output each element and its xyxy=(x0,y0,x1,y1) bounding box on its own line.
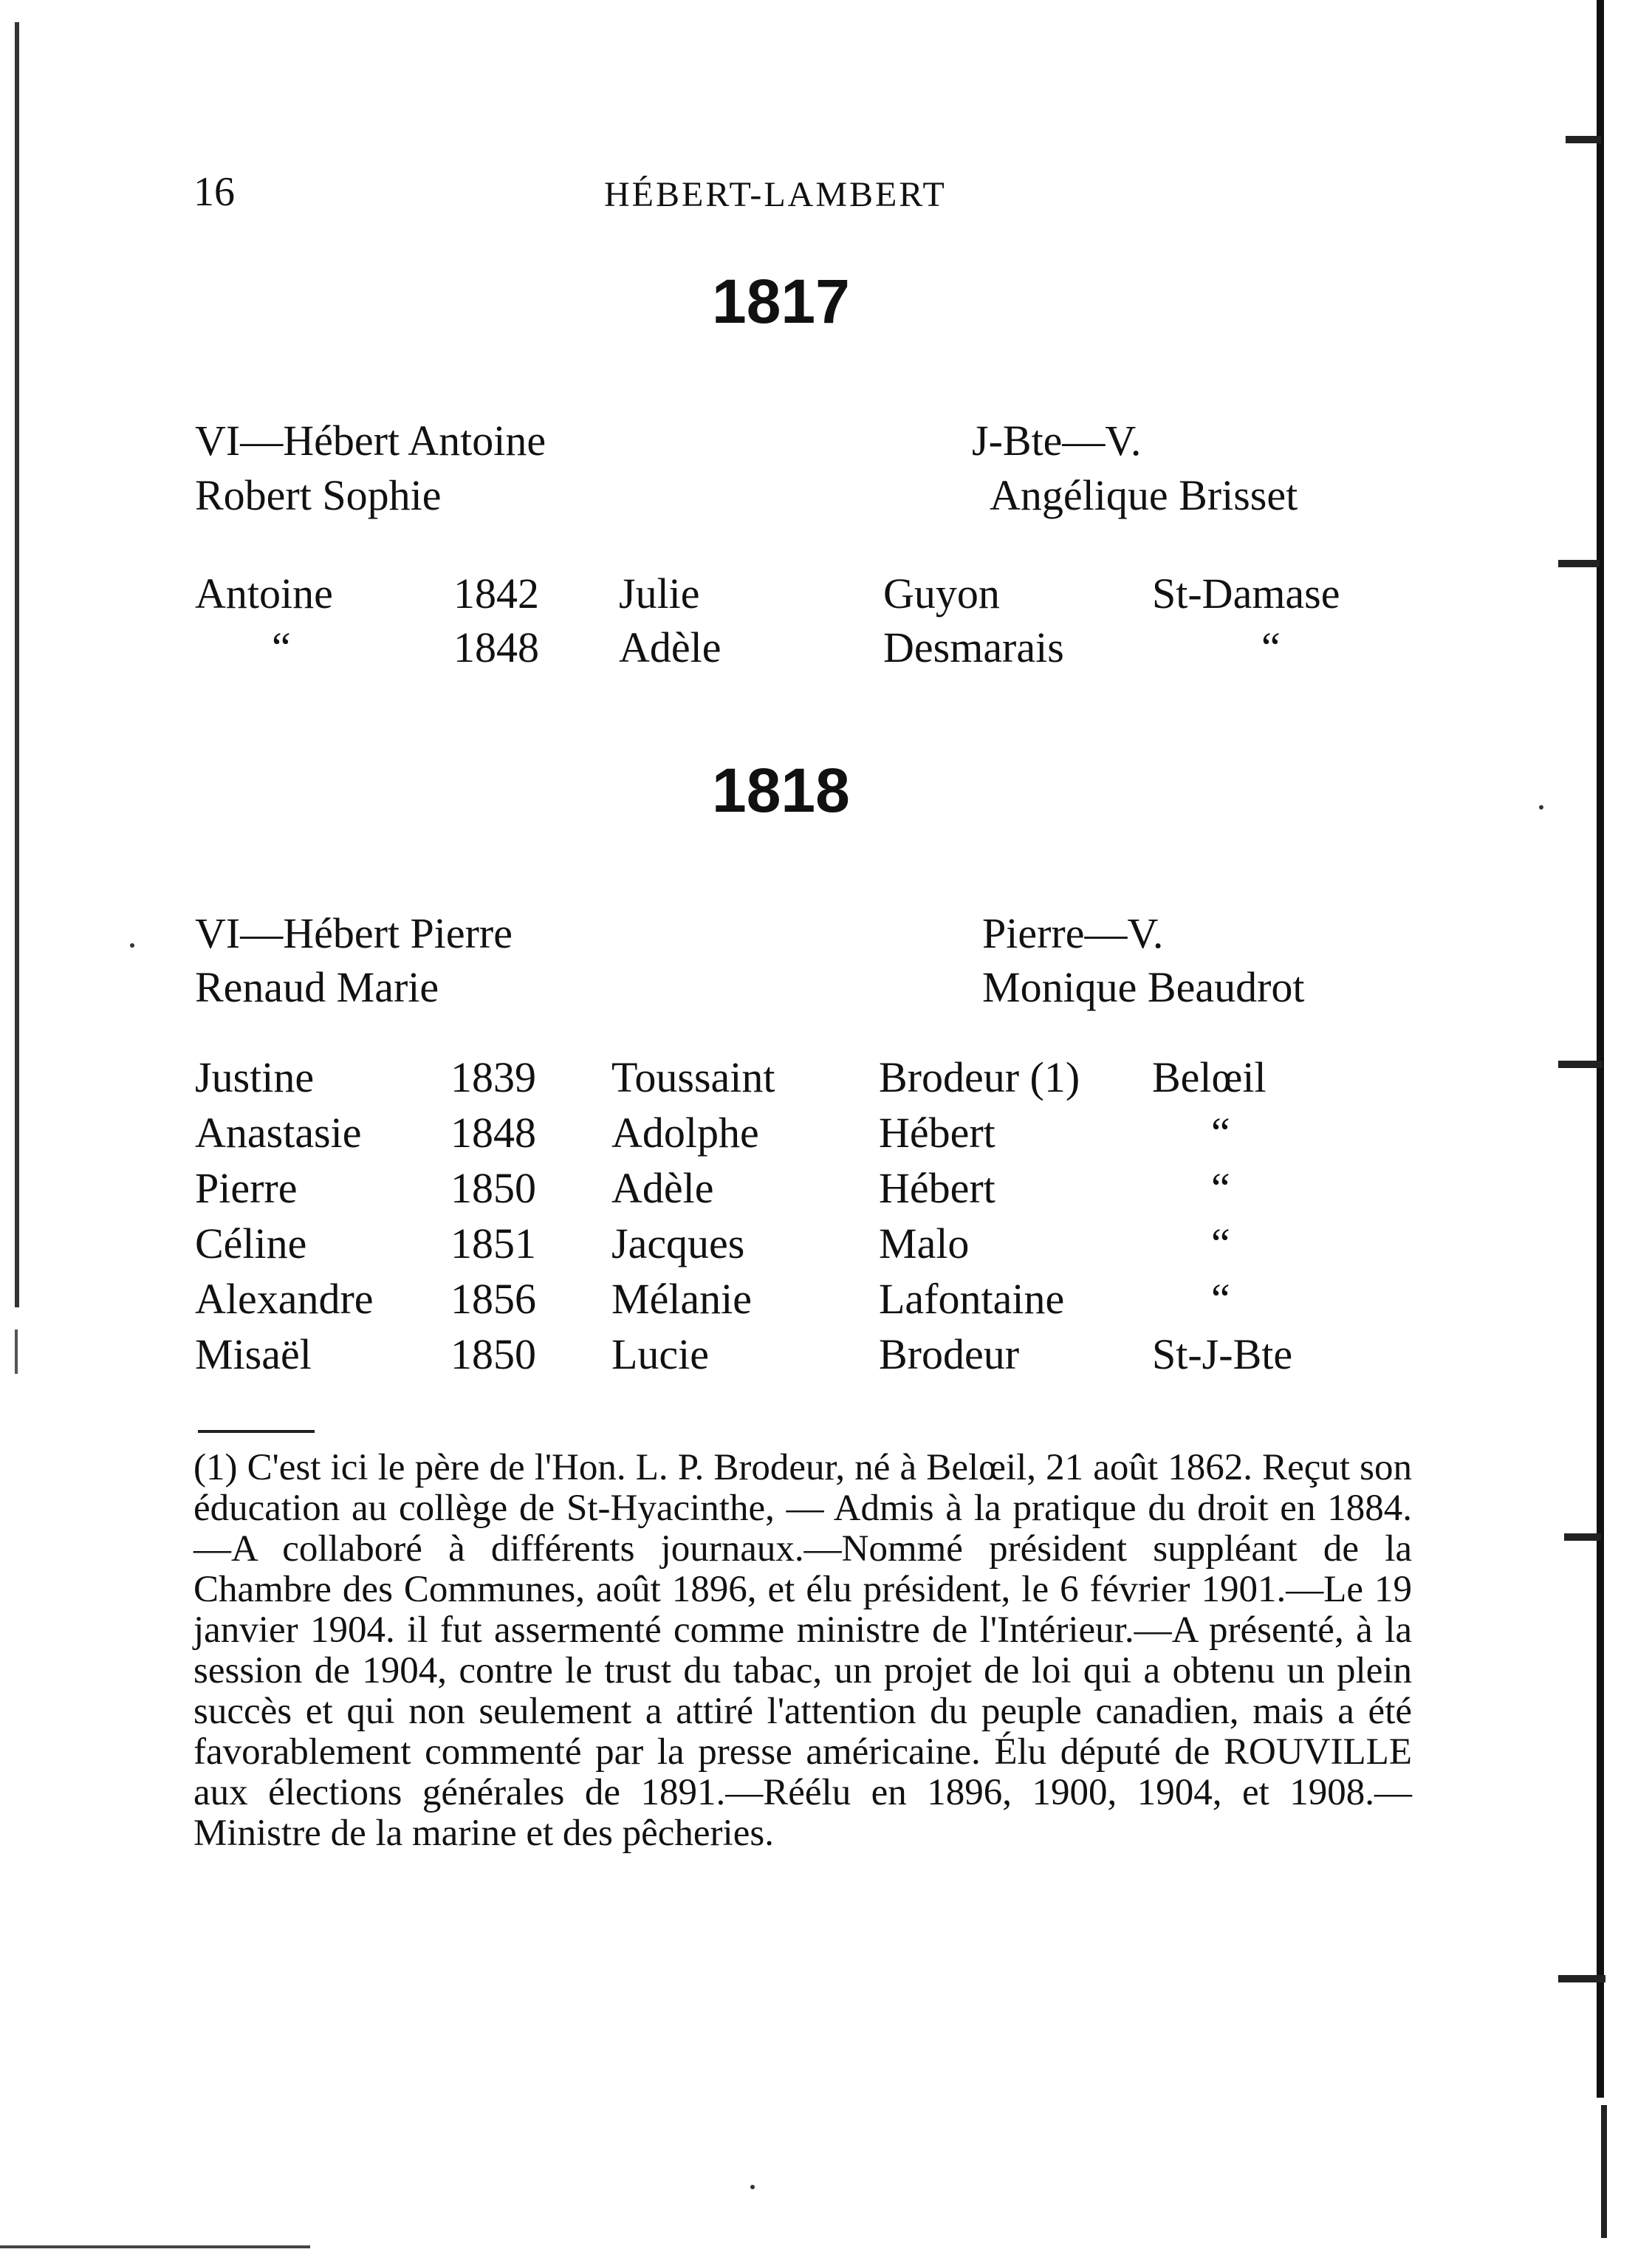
scan-notch xyxy=(1566,136,1601,143)
spouse-first-name: Jacques xyxy=(611,1219,745,1267)
scan-speck xyxy=(1539,805,1543,810)
marriage-place: “ xyxy=(1211,1275,1230,1323)
scan-notch xyxy=(1558,560,1600,567)
footnote-rule xyxy=(198,1430,315,1433)
marriage-place: St-Damase xyxy=(1152,569,1340,617)
scan-edge-mark xyxy=(15,1330,18,1374)
husband-parent: J-Bte—V. xyxy=(972,417,1142,465)
child-name: Antoine xyxy=(195,569,333,617)
child-name: Misaël xyxy=(195,1330,312,1378)
scan-notch xyxy=(1558,1975,1605,1982)
spouse-last-name: Guyon xyxy=(883,569,1000,617)
spouse-first-name: Julie xyxy=(619,569,700,617)
child-name: Pierre xyxy=(195,1164,298,1212)
footnote-text: (1) C'est ici le père de l'Hon. L. P. Brodeur, né à Belœil, 21 août 1862. Reçut son éducation au collège de St-Hyacinthe, — Admis à la pratique du droit en 1884.—A collaboré à différents journaux.—Nommé président suppléant de la Chambre des Communes, août 1896, et élu président, le 6 février 1901.—Le 19 janvier 1904. il fut assermenté comme ministre de l'Intérieur.—A présenté, à la session de 1904, contre le trust du tabac, un projet de loi qui a obtenu un plein succès et qui non seulement a attiré l'attention du peuple canadien, mais a été favorablement commenté par la presse américaine. Élu député de ROUVILLE aux élections générales de 1891.—Réélu en 1896, 1900, 1904, et 1908.—Ministre de la marine et des pêcheries. xyxy=(193,1447,1412,1854)
child-name: “ xyxy=(272,623,291,671)
spouse-last-name: Malo xyxy=(879,1219,970,1267)
spouse-first-name: Adèle xyxy=(611,1164,714,1212)
spouse-first-name: Lucie xyxy=(611,1330,710,1378)
child-name: Justine xyxy=(195,1053,315,1101)
footnote xyxy=(193,1448,1412,1854)
running-title: HÉBERT-LAMBERT xyxy=(604,175,947,214)
spouse-last-name: Brodeur xyxy=(879,1330,1020,1378)
marriage-place: “ xyxy=(1211,1219,1230,1267)
child-name: Céline xyxy=(195,1219,307,1267)
spouse-last-name: Desmarais xyxy=(883,623,1064,671)
child-name: Alexandre xyxy=(195,1275,374,1323)
scan-edge-bottom xyxy=(0,2245,310,2248)
child-name: Anastasie xyxy=(195,1109,362,1157)
entry-year: 1817 xyxy=(712,267,850,336)
husband-name: VI—Hébert Antoine xyxy=(195,417,546,465)
spouse-last-name: Brodeur (1) xyxy=(879,1053,1080,1101)
wife-name: Robert Sophie xyxy=(195,471,442,519)
scan-speck xyxy=(130,943,134,948)
spouse-first-name: Toussaint xyxy=(611,1053,775,1101)
scan-notch xyxy=(1564,1533,1601,1541)
marriage-year: 1850 xyxy=(450,1330,536,1378)
marriage-year: 1856 xyxy=(450,1275,536,1323)
wife-parent: Angélique Brisset xyxy=(990,471,1298,519)
marriage-place: “ xyxy=(1261,623,1281,671)
marriage-place: “ xyxy=(1211,1109,1230,1157)
scan-edge-left xyxy=(15,22,19,1307)
marriage-year: 1848 xyxy=(450,1109,536,1157)
marriage-year: 1850 xyxy=(450,1164,536,1212)
spouse-last-name: Lafontaine xyxy=(879,1275,1065,1323)
marriage-year: 1851 xyxy=(450,1219,536,1267)
spouse-first-name: Adèle xyxy=(619,623,722,671)
spouse-first-name: Adolphe xyxy=(611,1109,759,1157)
scan-notch xyxy=(1558,1061,1603,1068)
scan-speck xyxy=(750,2185,755,2189)
husband-name: VI—Hébert Pierre xyxy=(195,909,513,957)
wife-name: Renaud Marie xyxy=(195,963,439,1011)
marriage-place: “ xyxy=(1211,1164,1230,1212)
marriage-year: 1839 xyxy=(450,1053,536,1101)
marriage-place: Belœil xyxy=(1152,1053,1267,1101)
scan-edge-right xyxy=(1597,0,1604,2098)
entry-year: 1818 xyxy=(712,756,850,825)
spouse-last-name: Hébert xyxy=(879,1109,995,1157)
page-number: 16 xyxy=(193,169,235,215)
marriage-place: St-J-Bte xyxy=(1152,1330,1293,1378)
husband-parent: Pierre—V. xyxy=(982,909,1164,957)
spouse-first-name: Mélanie xyxy=(611,1275,753,1323)
scan-edge-right-lower xyxy=(1601,2105,1607,2238)
marriage-year: 1842 xyxy=(453,569,539,617)
spouse-last-name: Hébert xyxy=(879,1164,995,1212)
marriage-year: 1848 xyxy=(453,623,539,671)
wife-parent: Monique Beaudrot xyxy=(982,963,1305,1011)
